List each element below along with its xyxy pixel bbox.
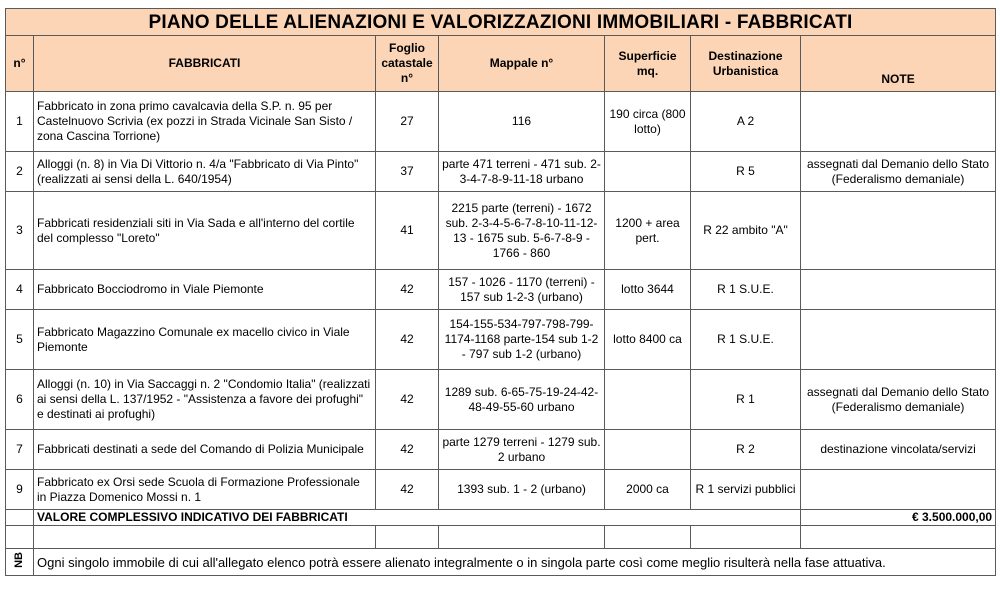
cell-fabbricati: Fabbricati destinati a sede del Comando di Polizia Municipale	[34, 430, 376, 470]
cell-n: 2	[6, 152, 34, 192]
cell-fabbricati: Fabbricato ex Orsi sede Scuola di Formazione Professionale in Piazza Domenico Mossi n. 1	[34, 470, 376, 510]
cell-superficie: lotto 3644	[605, 270, 691, 310]
fabbricati-table	[5, 8, 996, 576]
cell-n: 6	[6, 370, 34, 430]
cell-superficie: lotto 8400 ca	[605, 310, 691, 370]
cell-note	[801, 270, 996, 310]
cell-mappale: parte 1279 terreni - 1279 sub. 2 urbano	[439, 430, 605, 470]
empty-row	[6, 526, 996, 549]
cell-fabbricati: Fabbricati residenziali siti in Via Sada e all'interno del cortile del complesso "Loreto"	[34, 192, 376, 270]
cell-note	[801, 310, 996, 370]
cell-mappale: 1393 sub. 1 - 2 (urbano)	[439, 470, 605, 510]
total-row	[6, 510, 996, 526]
cell-fabbricati: Fabbricato Bocciodromo in Viale Piemonte	[34, 270, 376, 310]
empty-cell	[605, 526, 691, 549]
cell-superficie: 2000 ca	[605, 470, 691, 510]
cell-superficie	[605, 430, 691, 470]
cell-mappale: 157 - 1026 - 1170 (terreni) - 157 sub 1-2-3 (urbano)	[439, 270, 605, 310]
cell-destinazione: R 5	[691, 152, 801, 192]
cell-n: 9	[6, 470, 34, 510]
table-row	[6, 152, 996, 192]
cell-n: 4	[6, 270, 34, 310]
cell-mappale: 2215 parte (terreni) - 1672 sub. 2-3-4-5-6-7-8-10-11-12-13 - 1675 sub. 5-6-7-8-9 - 1766 - 860	[439, 192, 605, 270]
empty-cell	[801, 526, 996, 549]
cell-destinazione: R 2	[691, 430, 801, 470]
empty-cell	[691, 526, 801, 549]
table-row	[6, 270, 996, 310]
cell-note: assegnati dal Demanio dello Stato (Federalismo demaniale)	[801, 370, 996, 430]
cell-note: destinazione vincolata/servizi	[801, 430, 996, 470]
empty-cell	[34, 526, 376, 549]
cell-superficie: 190 circa (800 lotto)	[605, 92, 691, 152]
cell-foglio: 42	[376, 430, 439, 470]
cell-destinazione: R 1 S.U.E.	[691, 270, 801, 310]
cell-note	[801, 192, 996, 270]
total-value: € 3.500.000,00	[801, 510, 996, 526]
cell-foglio: 42	[376, 310, 439, 370]
cell-fabbricati: Fabbricato in zona primo cavalcavia della S.P. n. 95 per Castelnuovo Scrivia (ex pozzi in Strada Vicinale San Sisto / zona Cascina Torrione)	[34, 92, 376, 152]
header-mappale: Mappale n°	[439, 36, 605, 92]
table-row	[6, 310, 996, 370]
nb-label-cell	[6, 549, 34, 576]
cell-foglio: 41	[376, 192, 439, 270]
header-destinazione: Destinazione Urbanistica	[691, 36, 801, 92]
cell-fabbricati: Alloggi (n. 10) in Via Saccaggi n. 2 "Condomio Italia" (realizzati ai sensi della L. 137/1952 - "Assistenza a favore dei profughi" e destinati ai profughi)	[34, 370, 376, 430]
total-empty-cell	[6, 510, 34, 526]
cell-foglio: 42	[376, 270, 439, 310]
cell-note	[801, 470, 996, 510]
cell-note: assegnati dal Demanio dello Stato (Federalismo demaniale)	[801, 152, 996, 192]
cell-mappale: 154-155-534-797-798-799-1174-1168 parte-154 sub 1-2 - 797 sub 1-2 (urbano)	[439, 310, 605, 370]
cell-fabbricati: Alloggi (n. 8) in Via Di Vittorio n. 4/a "Fabbricato di Via Pinto" (realizzati ai sensi della L. 640/1954)	[34, 152, 376, 192]
header-note: NOTE	[801, 36, 996, 92]
nb-text: Ogni singolo immobile di cui all'allegato elenco potrà essere alienato integralmente o in singola parte così come meglio risulterà nella fase attuativa.	[34, 549, 996, 576]
nb-label: NB	[13, 552, 25, 568]
header-fabbricati: FABBRICATI	[34, 36, 376, 92]
cell-n: 5	[6, 310, 34, 370]
table-row	[6, 430, 996, 470]
cell-note	[801, 92, 996, 152]
total-label: VALORE COMPLESSIVO INDICATIVO DEI FABBRICATI	[34, 510, 801, 526]
cell-destinazione: A 2	[691, 92, 801, 152]
cell-foglio: 37	[376, 152, 439, 192]
cell-destinazione: R 1 servizi pubblici	[691, 470, 801, 510]
table-row	[6, 370, 996, 430]
cell-destinazione: R 1 S.U.E.	[691, 310, 801, 370]
empty-cell	[376, 526, 439, 549]
cell-n: 7	[6, 430, 34, 470]
cell-superficie	[605, 370, 691, 430]
empty-cell	[6, 526, 34, 549]
table-row	[6, 470, 996, 510]
cell-n: 3	[6, 192, 34, 270]
cell-n: 1	[6, 92, 34, 152]
cell-foglio: 27	[376, 92, 439, 152]
cell-foglio: 42	[376, 470, 439, 510]
nb-row	[6, 549, 996, 576]
cell-destinazione: R 22 ambito "A"	[691, 192, 801, 270]
empty-cell	[439, 526, 605, 549]
cell-mappale: 116	[439, 92, 605, 152]
cell-fabbricati: Fabbricato Magazzino Comunale ex macello civico in Viale Piemonte	[34, 310, 376, 370]
header-foglio: Foglio catastale n°	[376, 36, 439, 92]
cell-mappale: parte 471 terreni - 471 sub. 2-3-4-7-8-9-11-18 urbano	[439, 152, 605, 192]
header-n: n°	[6, 36, 34, 92]
cell-superficie: 1200 + area pert.	[605, 192, 691, 270]
cell-foglio: 42	[376, 370, 439, 430]
table-row	[6, 192, 996, 270]
table-title: PIANO DELLE ALIENAZIONI E VALORIZZAZIONI IMMOBILIARI - FABBRICATI	[6, 9, 996, 36]
cell-destinazione: R 1	[691, 370, 801, 430]
cell-superficie	[605, 152, 691, 192]
cell-mappale: 1289 sub. 6-65-75-19-24-42-48-49-55-60 urbano	[439, 370, 605, 430]
table-row	[6, 92, 996, 152]
header-superficie: Superficie mq.	[605, 36, 691, 92]
